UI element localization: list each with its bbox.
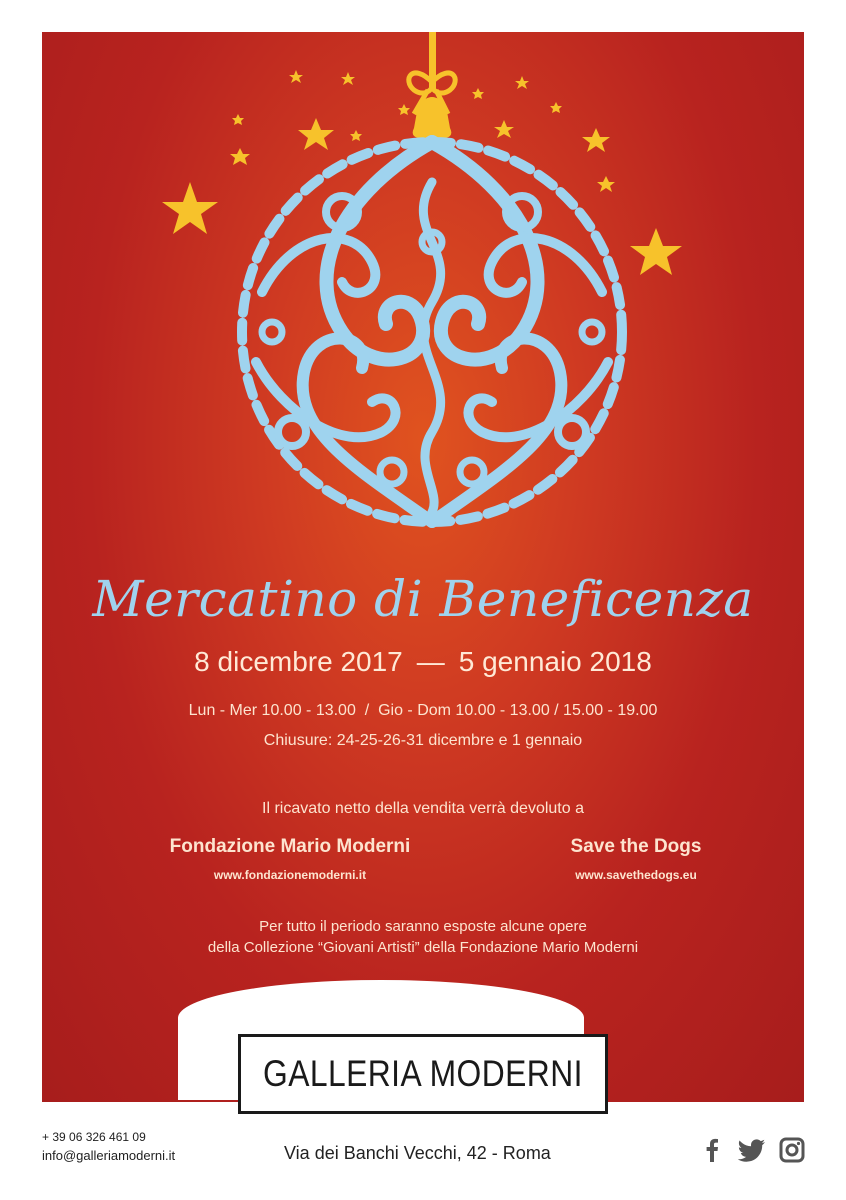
gallery-logo	[238, 1034, 608, 1114]
opening-hours: Lun - Mer 10.00 - 13.00 / Gio - Dom 10.00 - 13.00 / 15.00 - 19.00	[188, 702, 658, 719]
swirl-ball-icon	[242, 142, 622, 522]
date-end: 5 gennaio 2018	[458, 646, 652, 677]
contact-email-link[interactable]: info@galleriamoderni.it	[42, 1148, 176, 1163]
exhibition-note	[42, 916, 804, 958]
date-separator: —	[416, 646, 445, 677]
beneficiary-url-link[interactable]: www.fondazionemoderni.it	[213, 868, 367, 882]
event-title: Mercatino di Beneficenza	[92, 570, 754, 628]
closure-days: Chiusure: 24-25-26-31 dicembre e 1 gennaio	[263, 732, 583, 749]
poster-panel	[42, 32, 804, 1102]
gallery-logo-text: GALLERIA MODERNI	[263, 1053, 583, 1094]
gallery-address: Via dei Banchi Vecchi, 42 - Roma	[284, 1143, 551, 1163]
beneficiary-url-link[interactable]: www.savethedogs.eu	[575, 868, 697, 882]
contact-phone: + 39 06 326 461 09	[42, 1130, 146, 1144]
beneficiary-save-the-dogs	[556, 836, 716, 882]
beneficiary-name: Save the Dogs	[570, 836, 702, 857]
date-start: 8 dicembre 2017	[194, 646, 403, 677]
christmas-ornament-illustration	[42, 32, 804, 532]
beneficiary-fondazione	[154, 836, 426, 882]
instagram-icon[interactable]	[778, 1136, 806, 1164]
event-dates	[42, 646, 804, 678]
exhibition-line-2: della Collezione “Giovani Artisti” della Fondazione Mario Moderni	[207, 939, 639, 956]
proceeds-intro: Il ricavato netto della vendita verrà devoluto a	[262, 800, 584, 817]
twitter-icon[interactable]	[737, 1136, 767, 1164]
beneficiary-name: Fondazione Mario Moderni	[169, 836, 411, 857]
facebook-icon[interactable]	[698, 1136, 726, 1164]
exhibition-line-1: Per tutto il periodo saranno esposte alcune opere	[259, 918, 587, 935]
